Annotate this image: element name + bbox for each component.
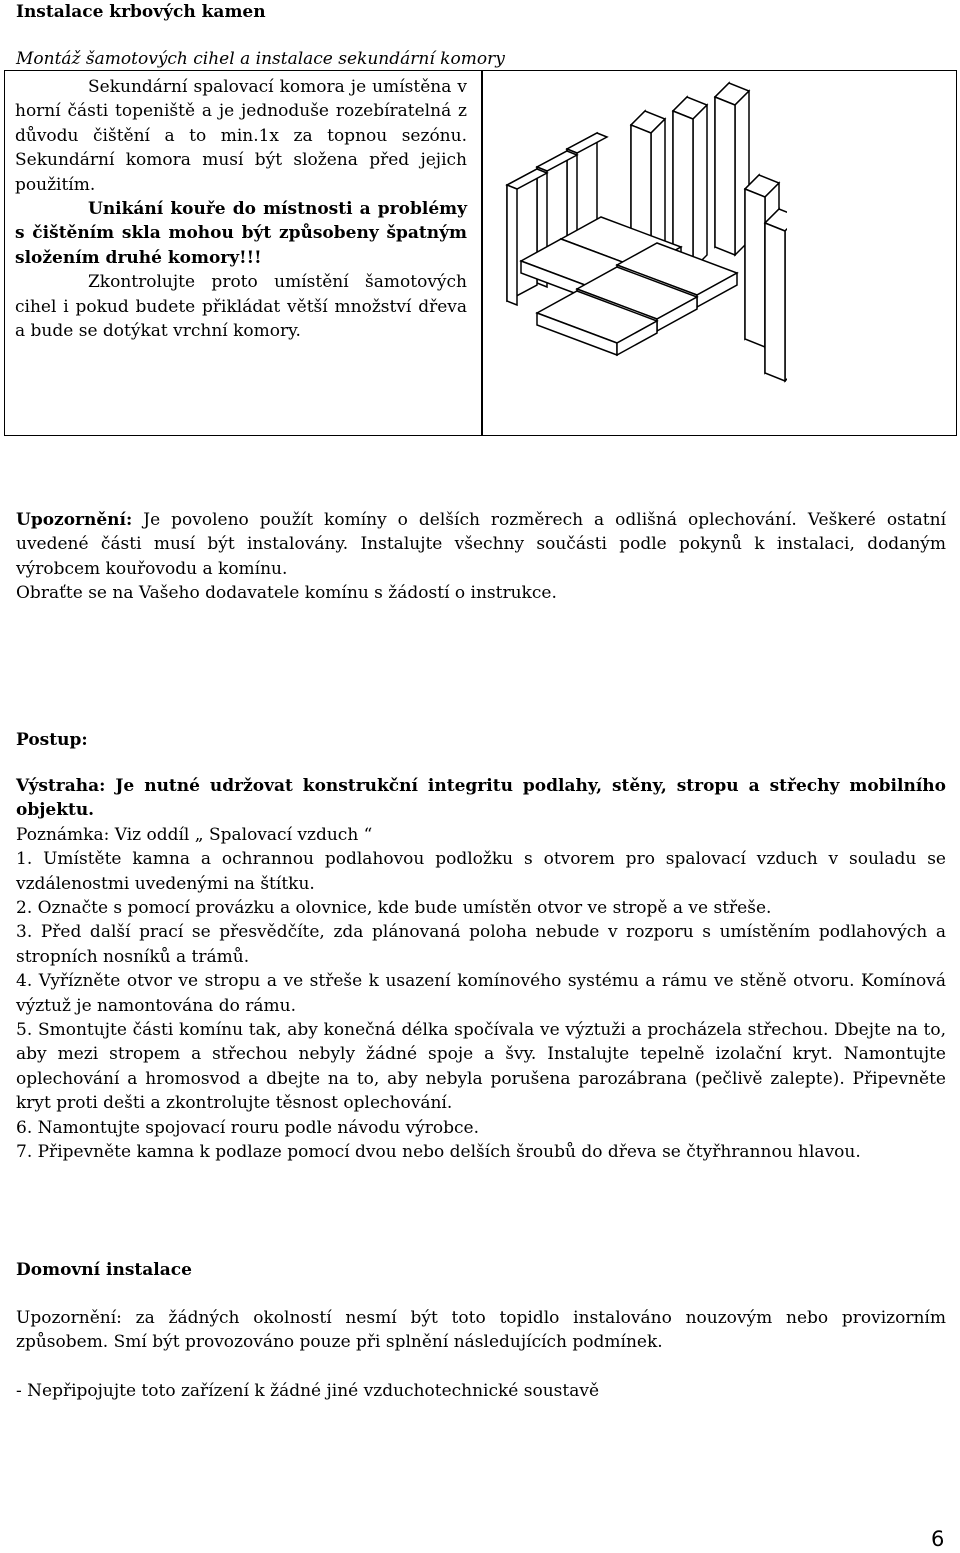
domovni-list	[16, 1379, 946, 1403]
warning-text: Je povoleno použít komíny o delších rozměrech a odlišná oplechování. Veškeré ostatní uvedené části musí být instalovány. Instalujte všechny součásti podle pokynů k instalaci, dodaným výrobcem kouřovodu a komínu.	[16, 510, 946, 579]
step-3: 3. Před další prací se přesvědčíte, zda plánovaná poloha nebude v rozporu s umístěním podlahových a stropních nosníků a trámů.	[16, 922, 946, 967]
page-title: Instalace krbových kamen	[16, 2, 266, 22]
step-4: 4. Vyřízněte otvor ve stropu a ve střeše k usazení komínového systému a rámu ve stěně otvoru. Komínová výztuž je namontována do rámu.	[16, 971, 946, 1016]
step-5: 5. Smontujte části komínu tak, aby konečná délka spočívala ve výztuži a procházela střechou. Dbejte na to, aby mezi stropem a střechou nebyly žádné spoje a švy. Instalujte tepelně izolační kryt. Namontujte oplechování a hromosvod a dbejte na to, aby nebyla porušena parozábrana (pečlivě zalepte). Připevněte kryt proti dešti a zkontrolujte těsnost oplechování.	[16, 1020, 946, 1114]
box-divider	[481, 71, 483, 435]
step-7: 7. Připevněte kamna k podlaze pomocí dvou nebo delších šroubů do dřeva se čtyřhrannou hlavou.	[16, 1142, 861, 1163]
box-paragraph-2: Unikání kouře do místnosti a problémy s čištěním skla mohou být způsobeny špatným složením druhé komory!!!	[15, 199, 467, 268]
step-1: 1. Umístěte kamna a ochrannou podlahovou podložku s otvorem pro spalovací vzduch v souladu se vzdálenostmi uvedenými na štítku.	[16, 849, 946, 894]
postup-heading: Postup:	[16, 730, 88, 750]
box-paragraph-3: Zkontrolujte proto umístění šamotových cihel i pokud budete přikládat větší množství dřeva a bude se dotýkat vrchní komory.	[15, 272, 467, 342]
postup-block	[16, 774, 946, 1165]
warning-label: Upozornění:	[16, 510, 133, 530]
postup-note: Poznámka: Viz oddíl „ Spalovací vzduch “	[16, 824, 373, 845]
box-caption: Montáž šamotových cihel a instalace sekundární komory	[16, 49, 505, 69]
domovni-item: - Nepřipojujte toto zařízení k žádné jiné vzduchotechnické soustavě	[16, 1381, 600, 1401]
info-box	[4, 70, 957, 436]
domovni-text: Upozornění: za žádných okolností nesmí být toto topidlo instalováno nouzovým nebo provizorním způsobem. Smí být provozováno pouze při splnění následujících podmínek.	[16, 1308, 946, 1353]
page-number: 6	[931, 1527, 945, 1551]
step-2: 2. Označte s pomocí provázku a olovnice, kde bude umístěn otvor ve stropě a ve střeše.	[16, 898, 772, 919]
domovni-block	[16, 1306, 946, 1355]
warning-contact: Obraťte se na Vašeho dodavatele komínu s žádostí o instrukce.	[16, 583, 557, 604]
domovni-heading: Domovní instalace	[16, 1260, 192, 1280]
brick-back-1	[715, 83, 749, 255]
box-paragraph-1: Sekundární spalovací komora je umístěna v horní části topeniště a je jednoduše rozebíratelná z důvodu čištění a to min.1x za topnou sezónu. Sekundární komora musí být složena před jejich použitím.	[15, 77, 467, 195]
brick-back-2	[673, 97, 707, 269]
step-6: 6. Namontujte spojovací rouru podle návodu výrobce.	[16, 1117, 480, 1138]
warning-paragraph	[16, 508, 946, 581]
brick-right-2	[765, 209, 787, 381]
firebrick-diagram	[497, 79, 787, 389]
warning-block	[16, 508, 946, 606]
postup-alert: Výstraha: Je nutné udržovat konstrukční integritu podlahy, stěny, stropu a střechy mobilního objektu.	[16, 776, 946, 821]
box-text	[15, 75, 467, 343]
